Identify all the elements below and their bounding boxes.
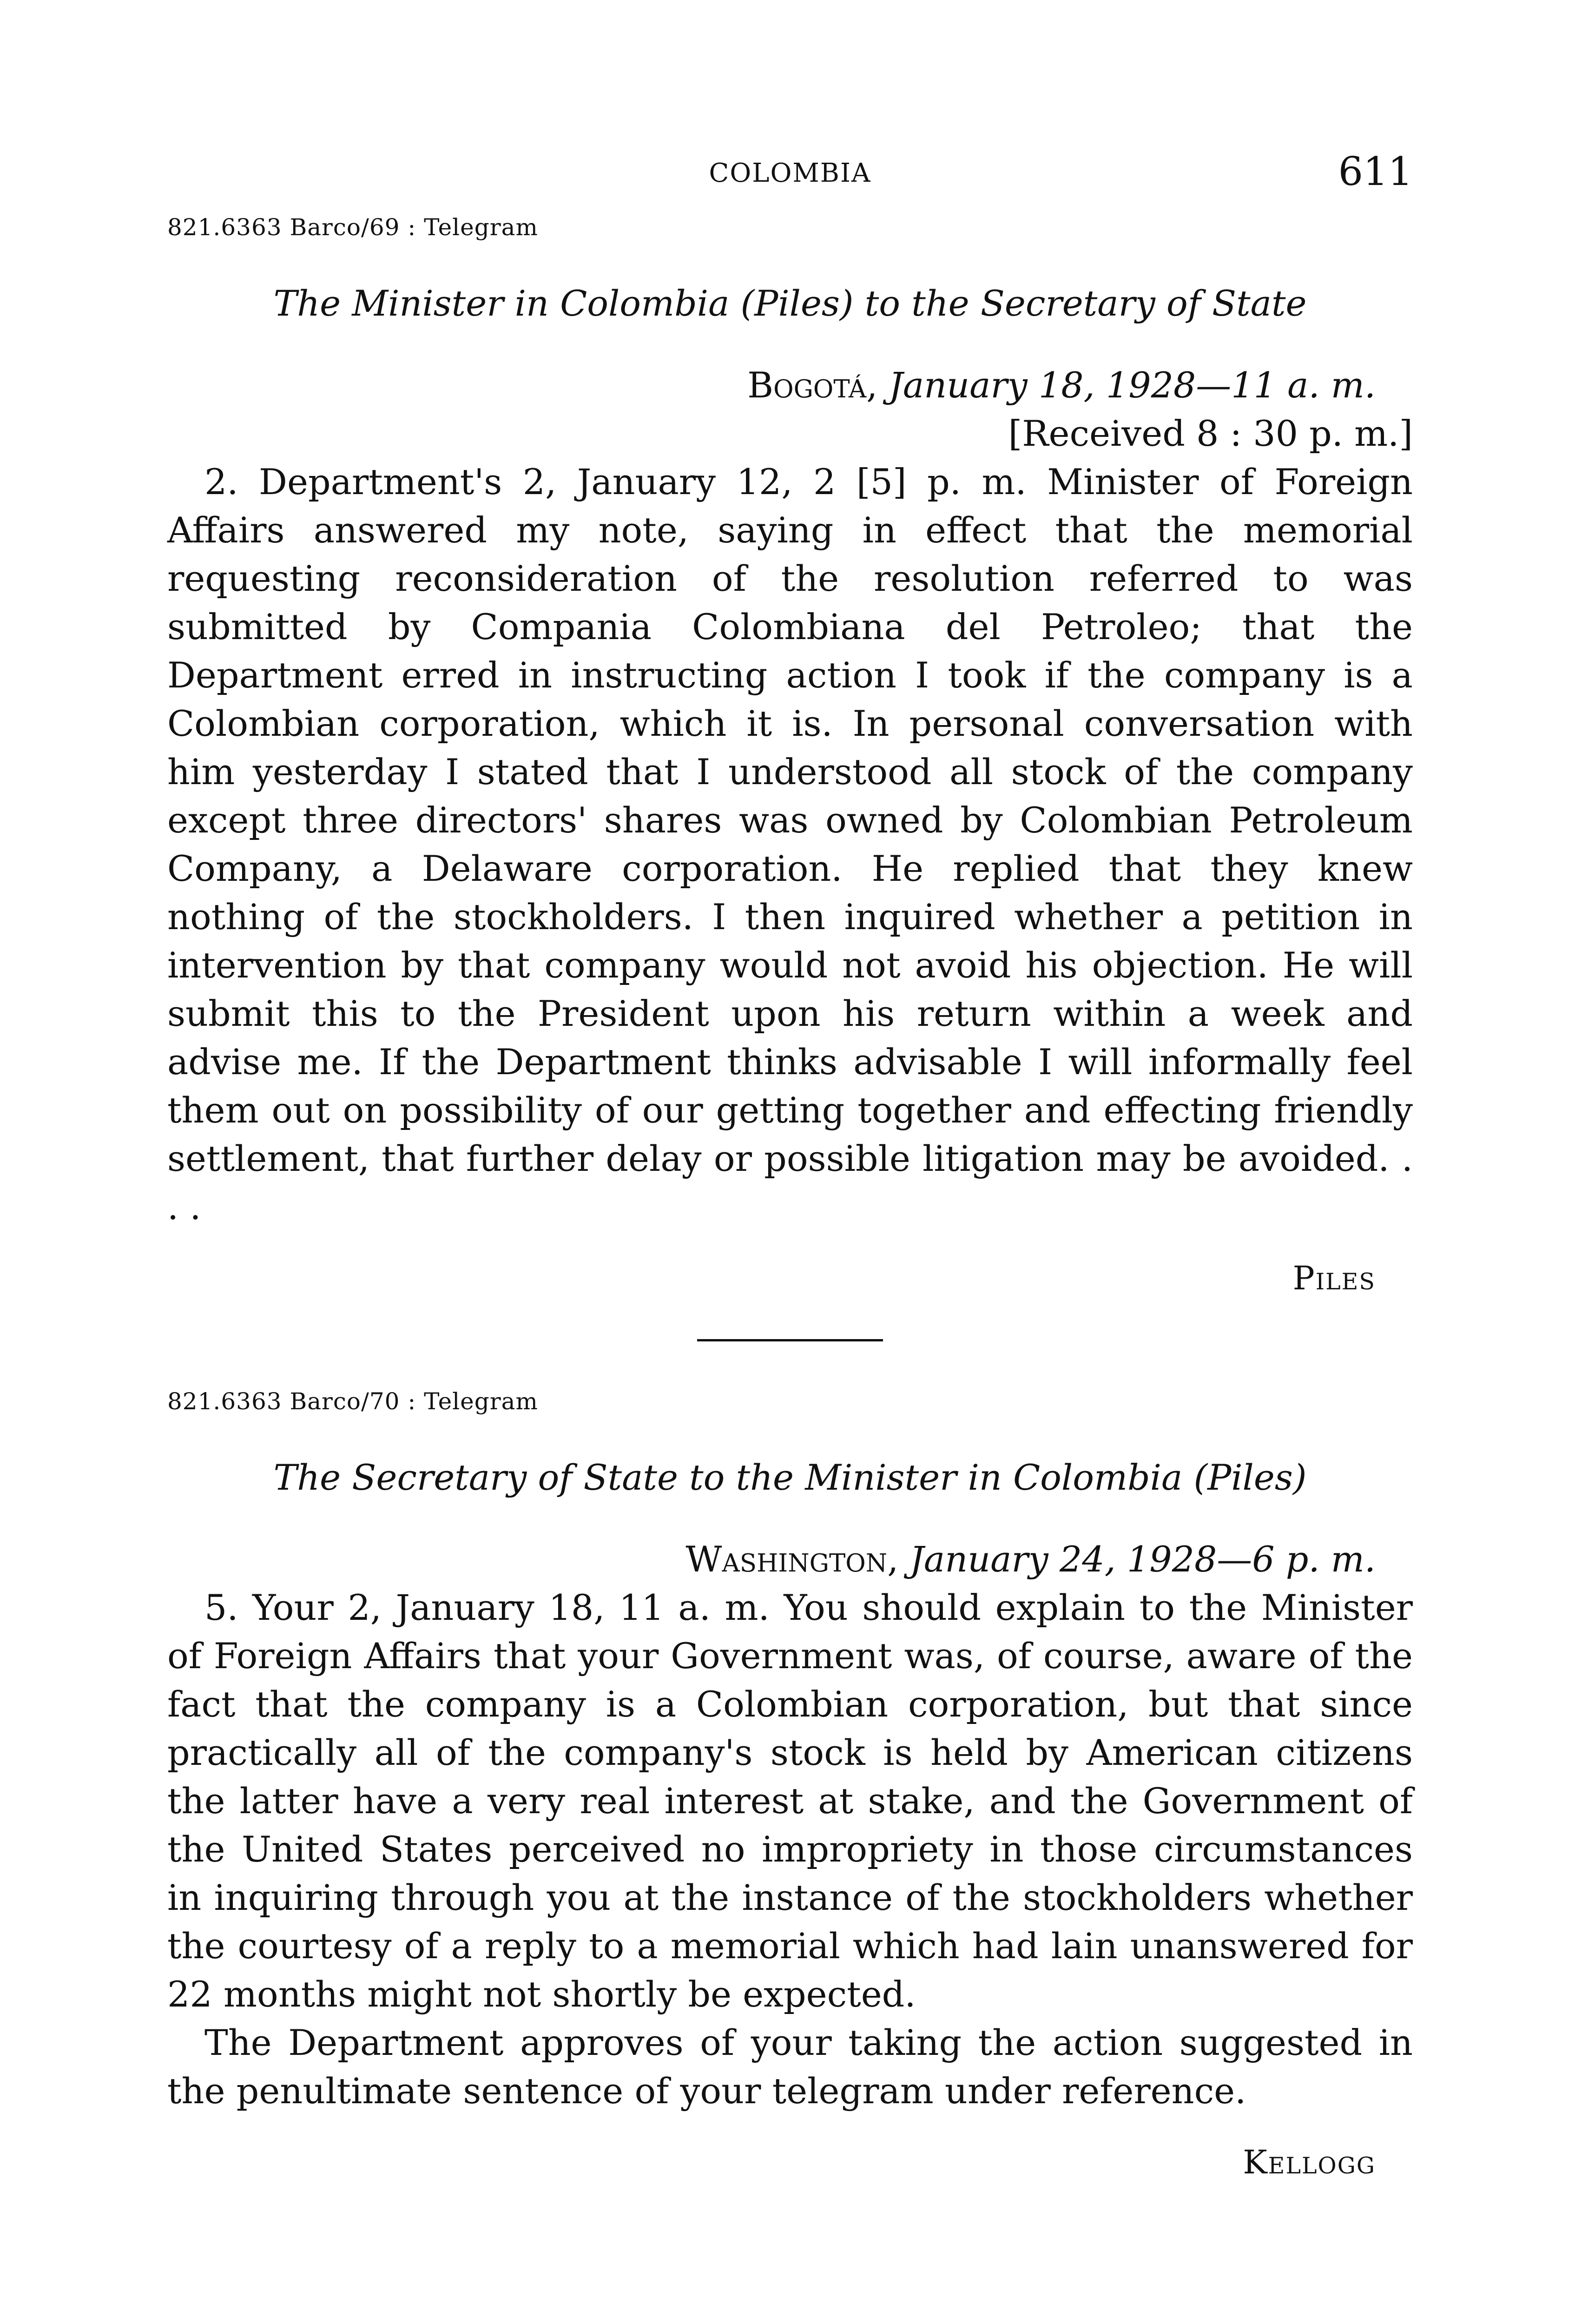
running-head xyxy=(167,139,1413,195)
paragraph: 2. Department's 2, January 12, 2 [5] p. m. Minister of Foreign Affairs answered my note, saying in effect that the memorial requesting reconsideration of the resolution referred to was submitted by Compania Colombiana del Petroleo; that the Department erred in instructing action I took if the company is a Colombian corporation, which it is. In personal conversation with him yesterday I stated that I understood all stock of the company except three directors' shares was owned by Colombian Petroleum Company, a Delaware corporation. He replied that they knew nothing of the stockholders. I then inquired whether a petition in intervention by that company would not avoid his objection. He will submit this to the President upon his return within a week and advise me. If the Department thinks advisable I will informally feel them out on possibility of our getting together and effecting friendly settlement, that further delay or possible litigation may be avoided. . . . xyxy=(167,461,1413,1228)
document-page xyxy=(167,139,1413,2181)
section-divider xyxy=(697,1339,883,1341)
dateline xyxy=(167,1535,1413,1584)
telegram-1 xyxy=(167,214,1413,1297)
signature: Piles xyxy=(1292,1259,1376,1297)
document-heading: The Secretary of State to the Minister in Colombia (Piles) xyxy=(273,1457,1307,1498)
document-heading: The Minister in Colombia (Piles) to the Secretary of State xyxy=(273,283,1307,324)
paragraph: 5. Your 2, January 18, 11 a. m. You should explain to the Minister of Foreign Affairs that your Government was, of course, aware of the fact that the company is a Colombian corporation, but that since practically all of the company's stock is held by American citizens the latter have a very real interest at stake, and the Government of the United States perceived no impropriety in those circumstances in inquiring through you at the instance of the stockholders whether the courtesy of a reply to a memorial which had lain unanswered for 22 months might not shortly be expected. xyxy=(167,1587,1413,2015)
dateline-place: Washington, xyxy=(685,1538,899,1580)
page-number: 611 xyxy=(1338,149,1413,194)
dateline-date: January 18, 1928—11 a. m. xyxy=(889,364,1376,406)
dateline-date: January 24, 1928—6 p. m. xyxy=(909,1538,1376,1580)
dateline-place: Bogotá, xyxy=(747,364,878,406)
file-reference: 821.6363 Barco/69 : Telegram xyxy=(167,214,538,241)
signature: Kellogg xyxy=(1243,2143,1376,2181)
running-title: COLOMBIA xyxy=(709,158,871,188)
received-note: [Received 8 : 30 p. m.] xyxy=(1008,413,1413,454)
file-reference: 821.6363 Barco/70 : Telegram xyxy=(167,1388,538,1415)
dateline xyxy=(167,361,1413,409)
paragraph: The Department approves of your taking the action suggested in the penultimate sentence of your telegram under reference. xyxy=(167,2022,1413,2112)
telegram-2 xyxy=(167,1388,1413,2181)
